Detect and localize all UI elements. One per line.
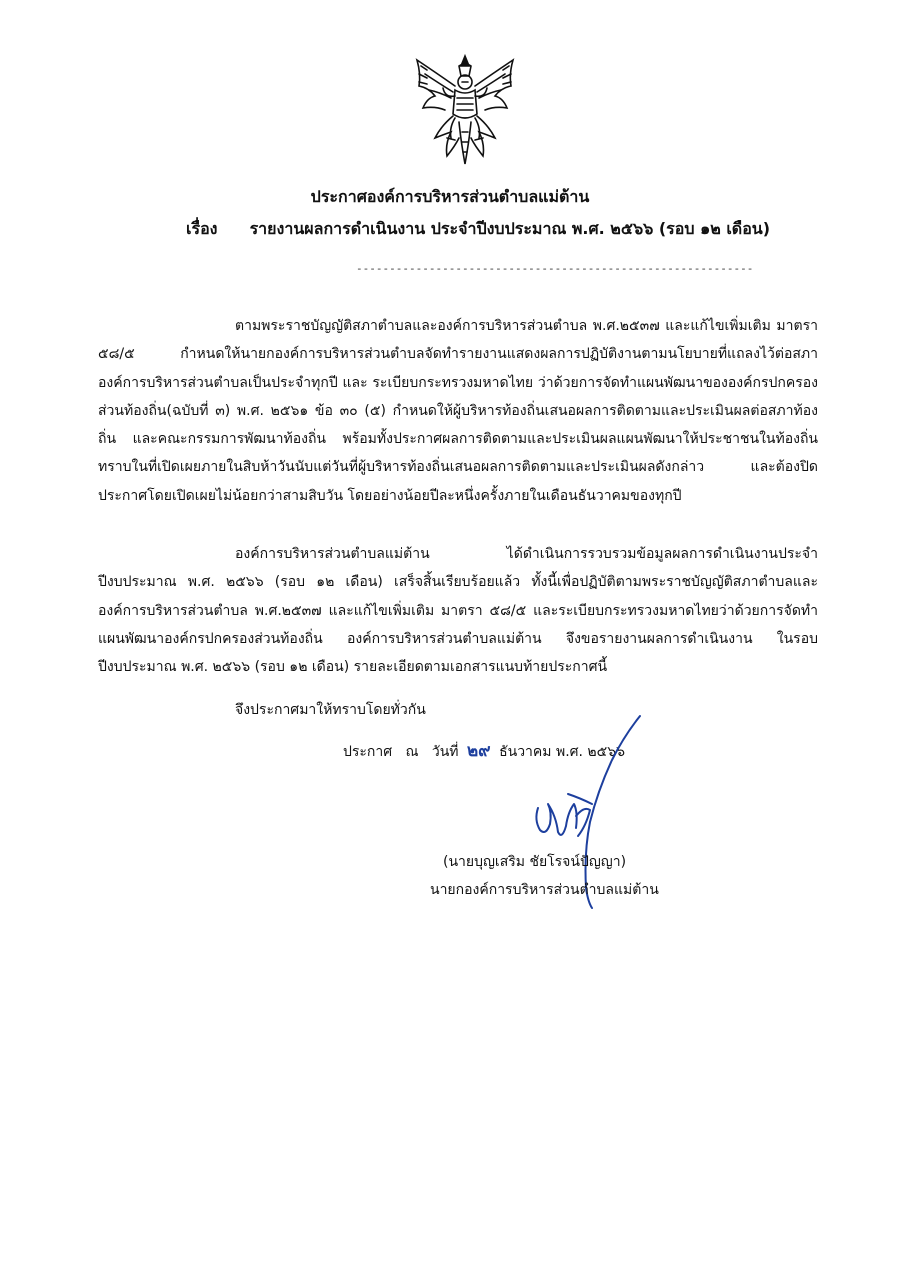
garuda-emblem-icon bbox=[405, 52, 525, 172]
date-day-handwritten: ๒๙ bbox=[466, 741, 491, 761]
date-prefix: ประกาศ ณ วันที่ bbox=[343, 744, 459, 760]
paragraph-1: ตามพระราชบัญญัติสภาตำบลและองค์การบริหารส่วนตำบล พ.ศ.๒๕๓๗ และแก้ไขเพิ่มเติม มาตรา ๕๘/๕ กำหนดให้นายกองค์การบริหารส่วนตำบลจัดทำรายงานแสดงผลการปฏิบัติงานตามนโยบายที่แถลงไว้ต่อสภาองค์การบริหารส่วนตำบลเป็นประจำทุกปี และ ระเบียบกระทรวงมหาดไทย ว่าด้วยการจัดทำแผนพัฒนาขององค์กรปกครองส่วนท้องถิ่น(ฉบับที่ ๓) พ.ศ. ๒๕๖๑ ข้อ ๓๐ (๕) กำหนดให้ผู้บริหารท้องถิ่นเสนอผลการติดตามและประเมินผลต่อสภาท้องถิ่น และคณะกรรมการพัฒนาท้องถิ่น พร้อมทั้งประกาศผลการติดตามและประเมินผลแผนพัฒนาให้ประชาชนในท้องถิ่นทราบในที่เปิดเผยภายในสิบห้าวันนับแต่วันที่ผู้บริหารท้องถิ่นเสนอผลการติดตามและประเมินผลดังกล่าว และต้องปิดประกาศโดยเปิดเผยไม่น้อยกว่าสามสิบวัน โดยอย่างน้อยปีละหนึ่งครั้งภายในเดือนธันวาคมของทุกปี bbox=[98, 318, 818, 504]
announcement-title: ประกาศองค์การบริหารส่วนตำบลแม่ต้าน bbox=[310, 187, 590, 206]
subject-line bbox=[186, 218, 806, 240]
paragraph-2: องค์การบริหารส่วนตำบลแม่ต้าน ได้ดำเนินการรวบรวมข้อมูลผลการดำเนินงานประจำปีงบประมาณ พ.ศ. ๒๕๖๖ (รอบ ๑๒ เดือน) เสร็จสิ้นเรียบร้อยแล้ว ทั้งนี้เพื่อปฏิบัติตามพระราชบัญญัติสภาตำบลและองค์การบริหารส่วนตำบล พ.ศ.๒๕๓๗ และแก้ไขเพิ่มเติม มาตรา ๕๘/๕ และระเบียบกระทรวงมหาดไทยว่าด้วยการจัดทำแผนพัฒนาองค์กรปกครองส่วนท้องถิ่น องค์การบริหารส่วนตำบลแม่ต้าน จึงขอรายงานผลการดำเนินงาน ในรอบปีงบประมาณ พ.ศ. ๒๕๖๖ (รอบ ๑๒ เดือน) รายละเอียดตามเอกสารแนบท้ายประกาศนี้ bbox=[98, 546, 818, 676]
date-suffix: ธันวาคม พ.ศ. ๒๕๖๖ bbox=[499, 744, 626, 760]
divider-line: ------------------------------------------------------------ bbox=[356, 262, 754, 275]
subject-text: รายงานผลการดำเนินงาน ประจำปีงบประมาณ พ.ศ. ๒๕๖๖ (รอบ ๑๒ เดือน) bbox=[249, 219, 771, 238]
signer-name: (นายบุญเสริม ชัยโรจน์ปัญญา) bbox=[443, 854, 627, 870]
subject-label: เรื่อง bbox=[186, 219, 218, 238]
signer-title: นายกองค์การบริหารส่วนตำบลแม่ต้าน bbox=[430, 882, 659, 898]
closing-line: จึงประกาศมาให้ทราบโดยทั่วกัน bbox=[235, 702, 426, 718]
